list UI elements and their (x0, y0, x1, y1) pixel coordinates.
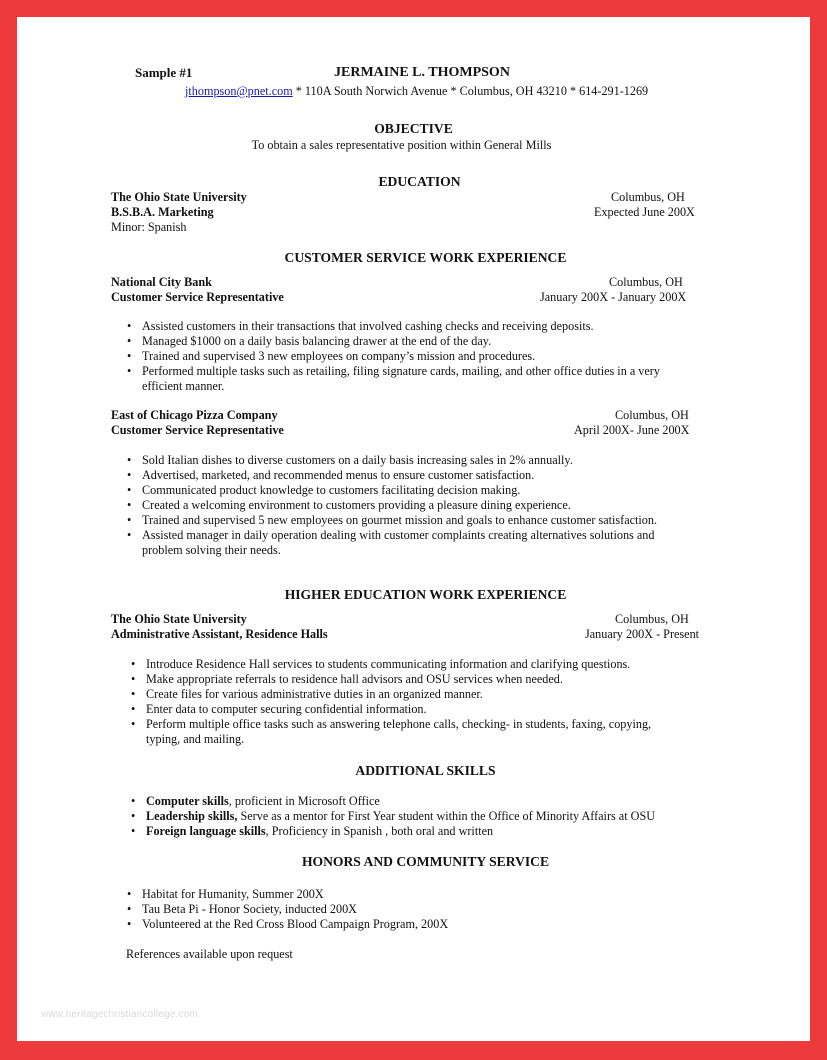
job-bullet-list (117, 319, 660, 379)
list-item: • Perform multiple office tasks such as answering telephone calls, checking- in students, faxing, copying, (117, 717, 651, 732)
page-frame (17, 17, 810, 1041)
education-date: Expected June 200X (594, 205, 695, 219)
resume-page (17, 17, 810, 1041)
job-title: Customer Service Representative (111, 423, 284, 437)
list-item: • Created a welcoming environment to customers providing a pleasure dining experience. (117, 498, 657, 513)
list-item: • Communicated product knowledge to customers facilitating decision making. (117, 483, 657, 498)
job-dates: January 200X - January 200X (540, 290, 687, 304)
list-item: • Managed $1000 on a daily basis balancing drawer at the end of the day. (117, 334, 660, 349)
skill-text: Serve as a mentor for First Year student within the Office of Minority Affairs at OSU (237, 809, 656, 823)
job-bullet-list (117, 657, 651, 732)
job-bullet-list (117, 453, 657, 543)
skill-text: , Proficiency in Spanish , both oral and written (265, 824, 494, 838)
education-minor: Minor: Spanish (111, 220, 187, 234)
list-item: • Make appropriate referrals to residence hall advisors and OSU services when needed. (117, 672, 651, 687)
list-item (117, 794, 655, 809)
list-item: • Assisted customers in their transactions that involved cashing checks and receiving deposits. (117, 319, 660, 334)
list-item: • Performed multiple tasks such as retailing, filing signature cards, mailing, and other office duties in a very (117, 364, 660, 379)
list-item: • Trained and supervised 5 new employees on gourmet mission and goals to enhance customer satisfaction. (117, 513, 657, 528)
list-item: • Volunteered at the Red Cross Blood Campaign Program, 200X (117, 917, 448, 932)
job-company: East of Chicago Pizza Company (111, 408, 278, 422)
cs-experience-heading: CUSTOMER SERVICE WORK EXPERIENCE (284, 250, 567, 265)
list-item: • Create files for various administrative duties in an organized manner. (117, 687, 651, 702)
list-item: • Assisted manager in daily operation dealing with customer complaints creating alternatives solutions and (117, 528, 657, 543)
job-location: Columbus, OH (609, 275, 683, 289)
education-heading: EDUCATION (378, 174, 461, 189)
job-location: Columbus, OH (615, 612, 689, 626)
list-item-continuation: problem solving their needs. (142, 543, 281, 557)
skills-list (117, 794, 655, 839)
list-item: • Introduce Residence Hall services to students communicating information and clarifying questions. (117, 657, 651, 672)
skill-text: , proficient in Microsoft Office (228, 794, 380, 808)
job-company: National City Bank (111, 275, 212, 289)
references-note: References available upon request (126, 947, 293, 961)
email-link[interactable]: jthompson@pnet.com (185, 84, 293, 98)
list-item: • Enter data to computer securing confidential information. (117, 702, 651, 717)
education-degree: B.S.B.A. Marketing (111, 205, 214, 219)
honors-heading: HONORS AND COMMUNITY SERVICE (301, 854, 550, 869)
skill-label: Computer skills (146, 794, 229, 808)
list-item (117, 824, 655, 839)
list-item (117, 809, 655, 824)
contact-line (185, 84, 648, 99)
list-item: • Advertised, marketed, and recommended menus to ensure customer satisfaction. (117, 468, 657, 483)
job-location: Columbus, OH (615, 408, 689, 422)
job-dates: January 200X - Present (585, 627, 700, 641)
objective-heading: OBJECTIVE (374, 121, 453, 136)
education-location: Columbus, OH (611, 190, 685, 204)
skill-label: Leadership skills, (146, 809, 238, 823)
honors-list (117, 887, 448, 932)
candidate-name: JERMAINE L. THOMPSON (334, 65, 510, 80)
education-school: The Ohio State University (111, 190, 247, 204)
he-experience-heading: HIGHER EDUCATION WORK EXPERIENCE (284, 587, 567, 602)
list-item: • Trained and supervised 3 new employees on company’s mission and procedures. (117, 349, 660, 364)
list-item: • Sold Italian dishes to diverse customers on a daily basis increasing sales in 2% annually. (117, 453, 657, 468)
skill-label: Foreign language skills (146, 824, 266, 838)
list-item: • Habitat for Humanity, Summer 200X (117, 887, 448, 902)
contact-details: * 110A South Norwich Avenue * Columbus, OH 43210 * 614-291-1269 (292, 84, 649, 98)
sample-label: Sample #1 (135, 65, 193, 80)
job-title: Customer Service Representative (111, 290, 284, 304)
job-title: Administrative Assistant, Residence Halls (111, 627, 328, 641)
job-company: The Ohio State University (111, 612, 247, 626)
watermark: www.heritagechristiancollege.com (41, 1009, 199, 1020)
objective-text: To obtain a sales representative position within General Mills (251, 138, 552, 152)
list-item: • Tau Beta Pi - Honor Society, inducted 200X (117, 902, 448, 917)
skills-heading: ADDITIONAL SKILLS (355, 763, 496, 778)
list-item-continuation: efficient manner. (142, 379, 225, 393)
job-dates: April 200X- June 200X (574, 423, 690, 437)
list-item-continuation: typing, and mailing. (146, 732, 245, 746)
